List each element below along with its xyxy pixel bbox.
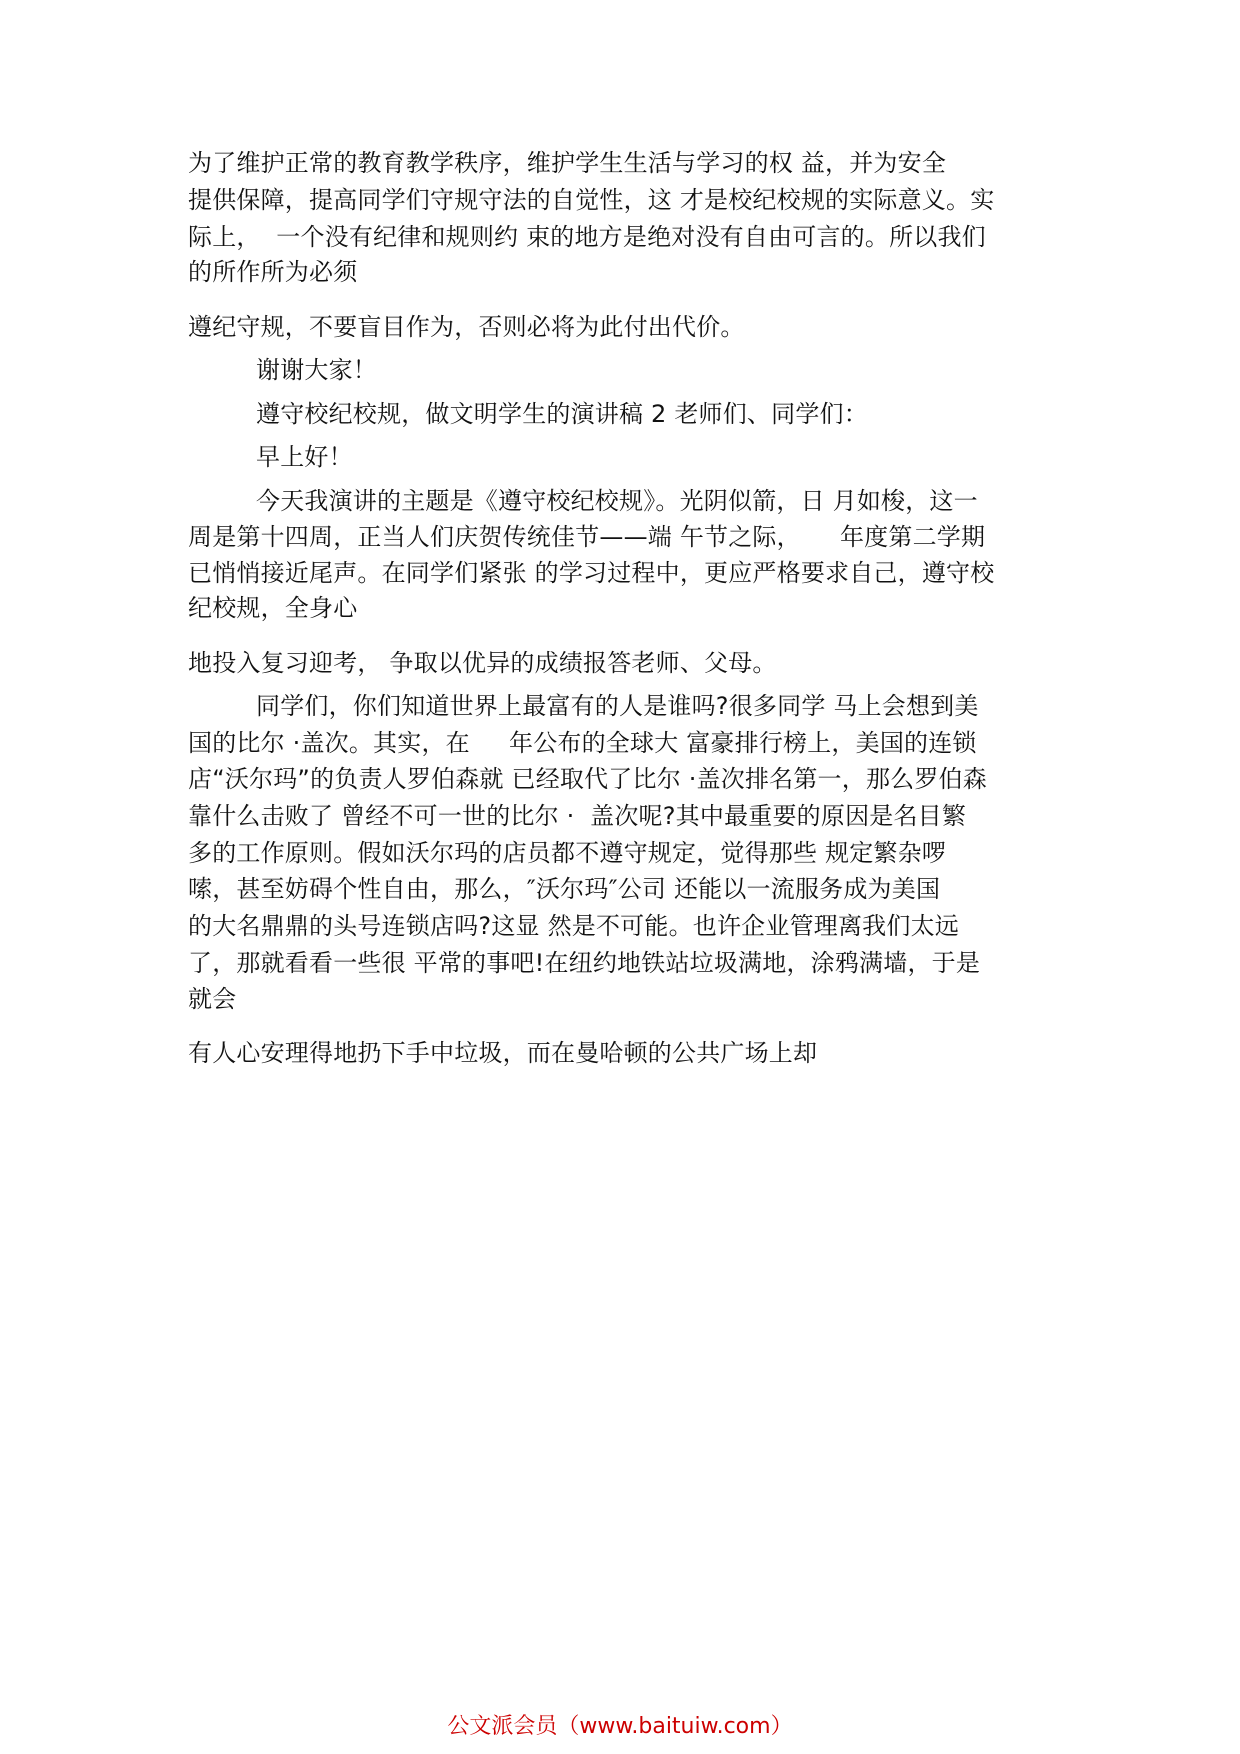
paragraph-line: 有人心安理得地扔下手中垃圾，而在曼哈顿的公共广场上却 [188,1039,818,1067]
paragraph-line: 纪校规，全身心 [188,594,358,622]
paragraph-line: 已悄悄接近尾声。在同学们紧张 的学习过程中，更应严格要求自己，遵守校 [188,559,995,587]
paragraph-line: 店“沃尔玛”的负责人罗伯森就 已经取代了比尔 ·盖次排名第一，那么罗伯森 [188,765,987,793]
closing-line: 谢谢大家！ [256,356,377,384]
paragraph-line: 为了维护正常的教育教学秩序，维护学生生活与学习的权 益，并为安全 [188,149,947,177]
paragraph-line: 际上， 一个没有纪律和规则约 束的地方是绝对没有自由可言的。所以我们 [188,223,986,251]
speech-title-line: 遵守校纪校规，做文明学生的演讲稿 2 老师们、同学们： [256,400,868,428]
footer-watermark-link[interactable]: 公文派会员（www.baituiw.com） [447,1714,793,1739]
paragraph-line: 的大名鼎鼎的头号连锁店吗?这显 然是不可能。也许企业管理离我们太远 [188,912,959,940]
greeting-line: 早上好！ [256,443,353,471]
paragraph-line: 嗦，甚至妨碍个性自由，那么，″沃尔玛″公司 还能以一流服务成为美国 [188,875,941,903]
paragraph-line: 的所作所为必须 [188,258,358,286]
paragraph-line: 提供保障，提高同学们守规守法的自觉性，这 才是校纪校规的实际意义。实 [188,186,995,214]
paragraph-line: 周是第十四周，正当人们庆贺传统佳节——端 午节之际， 年度第二学期 [188,523,986,551]
paragraph-line: 今天我演讲的主题是《遵守校纪校规》。光阴似箭，日 月如梭，这一 [256,487,978,515]
paragraph-line: 同学们，你们知道世界上最富有的人是谁吗?很多同学 马上会想到美 [256,692,979,720]
paragraph-line: 地投入复习迎考， 争取以优异的成绩报答老师、父母。 [188,649,777,677]
paragraph-line: 国的比尔 ·盖次。其实，在 年公布的全球大 富豪排行榜上，美国的连锁 [188,729,977,757]
paragraph-line: 了，那就看看一些很 平常的事吧!在纽约地铁站垃圾满地，涂鸦满墙，于是 [188,949,981,977]
paragraph-line: 就会 [188,985,237,1013]
paragraph-line: 靠什么击败了 曾经不可一世的比尔 · 盖次呢?其中最重要的原因是名目繁 [188,802,967,830]
paragraph-line: 遵纪守规，不要盲目作为，否则必将为此付出代价。 [188,313,745,341]
paragraph-line: 多的工作原则。假如沃尔玛的店员都不遵守规定，觉得那些 规定繁杂啰 [188,839,947,867]
